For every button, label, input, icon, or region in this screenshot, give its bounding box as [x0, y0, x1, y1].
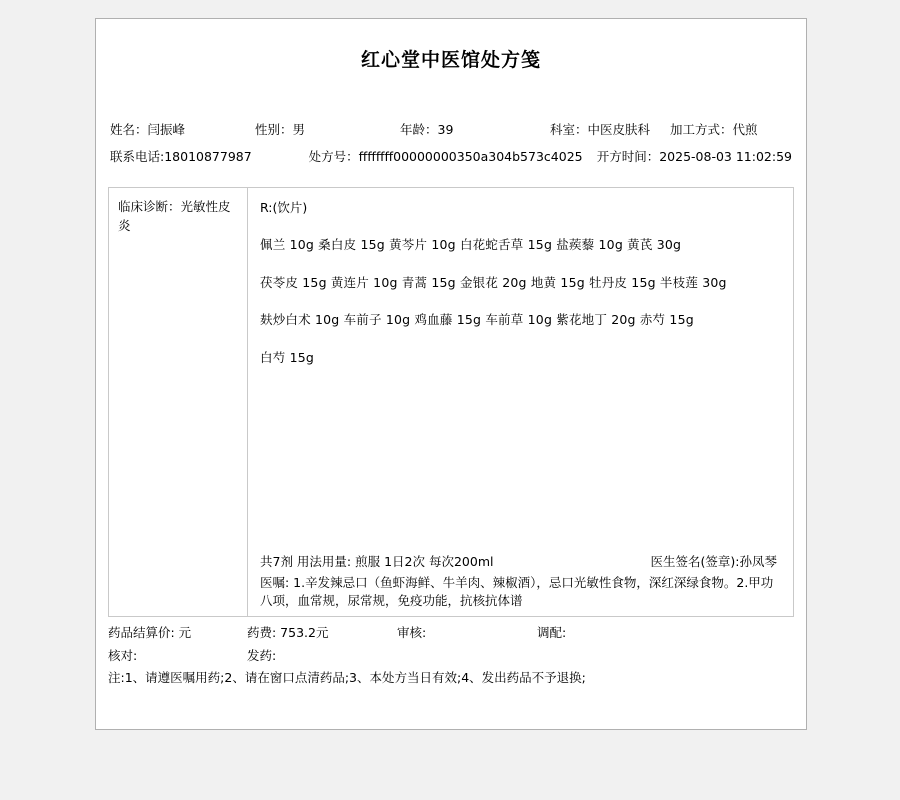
- patient-name: 姓名：闫振峰: [110, 122, 186, 137]
- payment-row: [108, 617, 794, 641]
- prescription-number: 处方号：ffffffff00000000350a304b573c4025: [308, 149, 583, 164]
- issue-field: 发药:: [247, 648, 277, 663]
- dispense-field: 调配:: [537, 625, 567, 640]
- prescription-footer: [260, 553, 783, 610]
- herb-line: 白芍 15g: [260, 349, 315, 365]
- patient-age: 年龄：39: [400, 122, 454, 137]
- herb-line: 佩兰 10g 桑白皮 15g 黄芩片 10g 白花蛇舌草 15g 盐蒺藜 10g 黄芪 30g: [260, 237, 682, 252]
- prescription-table: [108, 187, 794, 617]
- medical-advice: 医嘱: 1.辛发辣忌口（鱼虾海鲜、牛羊肉、辣椒酒），忌口光敏性食物，深红深绿食物。2.甲功八项，血常规，尿常规，免疫功能，抗核抗体谱: [260, 574, 774, 608]
- page-title: 红心堂中医馆处方笺: [360, 49, 541, 71]
- patient-meta: [96, 120, 806, 165]
- patient-phone: 联系电话:18010877987: [110, 149, 252, 164]
- approval-field: 审核:: [397, 625, 427, 640]
- usage-text: 共7剂 用法用量: 煎服 1日2次 每次200ml: [260, 553, 494, 569]
- patient-gender: 性别：男: [255, 122, 306, 137]
- prescription-cell: [248, 188, 793, 616]
- patient-meta-row-1: [110, 120, 792, 138]
- usage-and-signature: [260, 553, 783, 571]
- patient-department: 科室：中医皮肤科: [550, 122, 651, 137]
- prescription-datetime: 开方时间：2025-08-03 11:02:59: [596, 149, 792, 164]
- patient-meta-row-2: [110, 147, 792, 165]
- footer-note: 注:1、请遵医嘱用药;2、请在窗口点清药品;3、本处方当日有效;4、发出药品不予退换;: [108, 670, 586, 685]
- settlement-price: 药品结算价: 元: [108, 625, 192, 640]
- prescription-head: R:(饮片): [260, 200, 308, 215]
- check-field: 核对:: [108, 648, 138, 663]
- diagnosis-cell: 临床诊断：光敏性皮炎: [109, 188, 248, 616]
- prescription-page: [95, 18, 807, 730]
- check-row: [108, 641, 794, 664]
- processing-method: 加工方式：代煎: [670, 122, 758, 137]
- herb-line: 茯苓皮 15g 黄连片 10g 青蒿 15g 金银花 20g 地黄 15g 牡丹皮 15g 半枝莲 30g: [260, 274, 727, 290]
- doctor-signature: 医生签名(签章):孙凤琴: [650, 553, 777, 569]
- medicine-fee: 药费: 753.2元: [247, 625, 329, 640]
- herb-line: 麸炒白术 10g 车前子 10g 鸡血藤 15g 车前草 10g 紫花地丁 20g 赤芍 15g: [260, 312, 694, 327]
